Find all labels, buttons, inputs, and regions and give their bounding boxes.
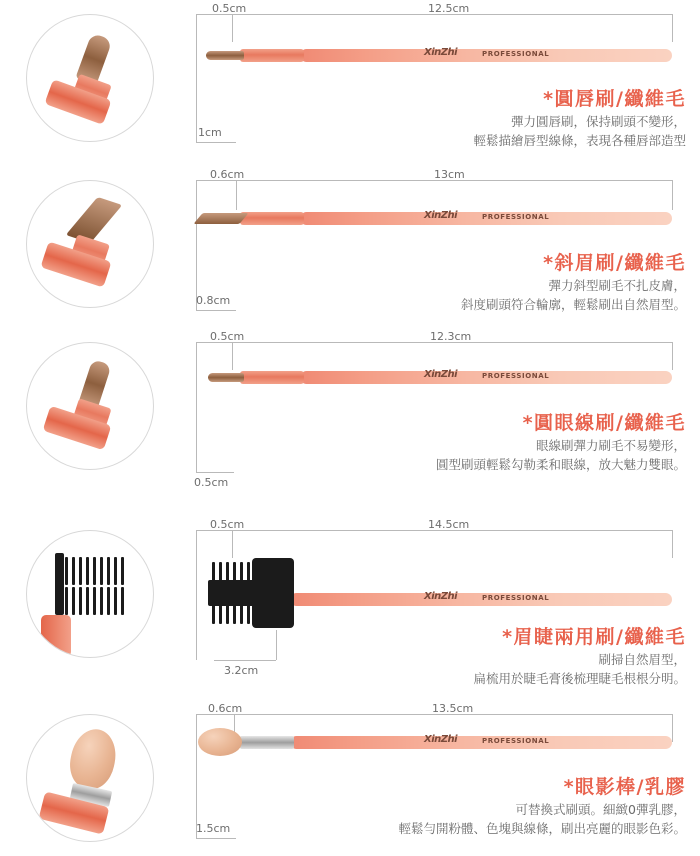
guide-line-vertical	[232, 342, 233, 370]
guide-line-vertical	[672, 342, 673, 370]
product-thumbnail	[26, 14, 154, 142]
product-block-brow-lash-dual-brush	[0, 510, 700, 700]
guide-line-vertical	[196, 180, 197, 310]
guide-line-vertical	[232, 530, 233, 558]
dimension-total: 13cm	[434, 168, 465, 181]
dimension-total: 13.5cm	[432, 702, 474, 715]
product-desc-line2: 輕鬆描繪唇型線條，表現各種唇部造型	[473, 133, 686, 148]
dimension-head: 0.5cm	[210, 330, 245, 343]
guide-line-vertical	[232, 14, 233, 42]
product-desc-line1: 彈力斜型刷毛不扎皮膚，	[548, 278, 686, 293]
dimension-side: 1.5cm	[196, 822, 231, 835]
brand-sub: PROFESSIONAL	[482, 213, 550, 221]
guide-line-horizontal	[196, 472, 234, 473]
guide-line-vertical	[236, 180, 237, 210]
product-title: *圓唇刷/纖維毛	[543, 88, 686, 110]
brand-sub: PROFESSIONAL	[482, 594, 550, 602]
dimension-total: 12.5cm	[428, 2, 470, 15]
guide-line-vertical	[196, 342, 197, 472]
product-block-lip-brush	[0, 0, 700, 168]
dimension-side: 3.2cm	[224, 664, 259, 677]
dimension-head: 0.5cm	[210, 518, 245, 531]
guide-line-vertical	[196, 530, 197, 660]
dimension-head: 0.5cm	[212, 2, 247, 15]
dimension-total: 14.5cm	[428, 518, 470, 531]
product-title: *圓眼線刷/纖維毛	[522, 412, 686, 434]
product-desc-line1: 眼線刷彈力刷毛不易變形，	[535, 438, 686, 453]
product-thumbnail	[26, 342, 154, 470]
guide-line-vertical	[672, 180, 673, 210]
product-title: *眼影棒/乳膠	[563, 776, 686, 798]
thumbnail-art	[27, 15, 153, 141]
guide-line-horizontal	[196, 142, 236, 143]
guide-line-vertical	[672, 714, 673, 742]
product-block-eyeshadow-sponge	[0, 700, 700, 856]
product-block-angled-brow-brush	[0, 170, 700, 340]
guide-line-vertical	[276, 630, 277, 660]
guide-line-horizontal	[214, 660, 276, 661]
dimension-side: 0.8cm	[196, 294, 231, 307]
brand-logo: XinZhi	[424, 47, 458, 58]
product-thumbnail	[26, 714, 154, 842]
brand-logo: XinZhi	[424, 210, 458, 221]
product-desc-line1: 刷掃自然眉型，	[598, 652, 686, 667]
dimension-total: 12.3cm	[430, 330, 472, 343]
product-desc-line2: 輕鬆勻開粉體、色塊與線條，刷出亮麗的眼影色彩。	[398, 821, 686, 836]
thumbnail-art	[27, 531, 153, 657]
thumbnail-art	[27, 343, 153, 469]
product-thumbnail	[26, 530, 154, 658]
brand-sub: PROFESSIONAL	[482, 737, 550, 745]
guide-line-horizontal	[196, 310, 236, 311]
brand-sub: PROFESSIONAL	[482, 50, 550, 58]
guide-line-vertical	[196, 14, 197, 142]
dimension-head: 0.6cm	[208, 702, 243, 715]
product-desc-line2: 斜度刷頭符合輪廓，輕鬆刷出自然眉型。	[460, 297, 686, 312]
thumbnail-art	[27, 715, 153, 841]
dimension-head: 0.6cm	[210, 168, 245, 181]
dimension-side: 1cm	[198, 126, 222, 139]
product-title: *斜眉刷/纖維毛	[543, 252, 686, 274]
guide-line-vertical	[672, 14, 673, 42]
brand-sub: PROFESSIONAL	[482, 372, 550, 380]
dimension-side: 0.5cm	[194, 476, 229, 489]
product-title: *眉睫兩用刷/纖維毛	[502, 626, 686, 648]
product-desc-line1: 彈力圓唇刷，保持刷頭不變形，	[510, 114, 686, 129]
product-desc-line2: 圓型刷頭輕鬆勾勒柔和眼線，放大魅力雙眼。	[435, 457, 686, 472]
brand-logo: XinZhi	[424, 734, 458, 745]
product-desc-line1: 可替換式刷頭。細緻0彈乳膠，	[515, 802, 686, 817]
guide-line-vertical	[196, 714, 197, 838]
guide-line-vertical	[672, 530, 673, 558]
product-block-round-eyeliner-brush	[0, 330, 700, 510]
product-thumbnail	[26, 180, 154, 308]
product-desc-line2: 扁梳用於睫毛膏後梳理睫毛根根分明。	[473, 671, 686, 686]
brand-logo: XinZhi	[424, 591, 458, 602]
thumbnail-art	[27, 181, 153, 307]
guide-line-horizontal	[196, 838, 236, 839]
brand-logo: XinZhi	[424, 369, 458, 380]
